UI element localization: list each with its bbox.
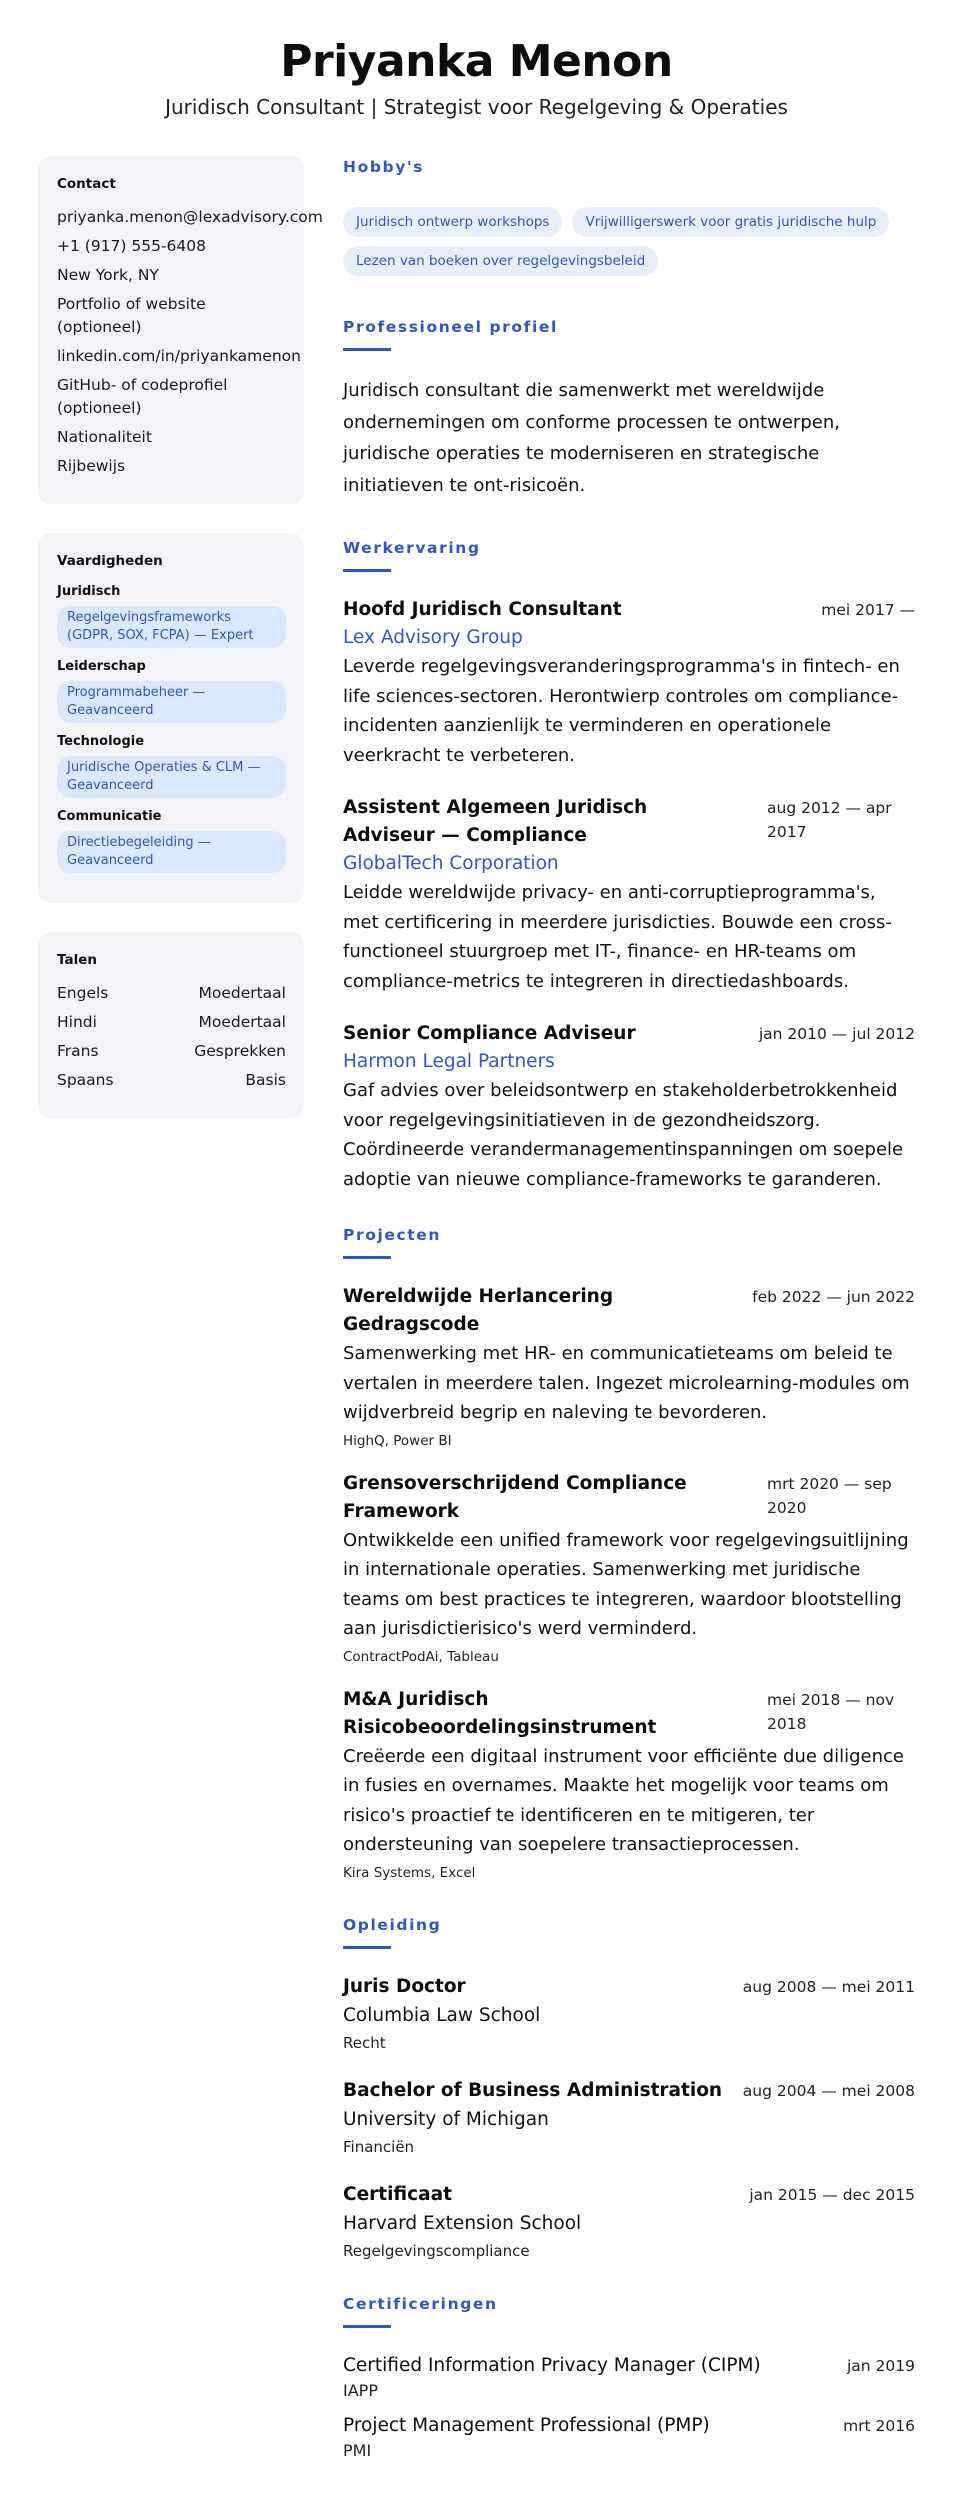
skills-title: Vaardigheden — [57, 553, 163, 569]
school-name: Columbia Law School — [343, 2004, 541, 2026]
certification-date: jan 2019 — [846, 2356, 915, 2375]
study-field: Regelgevingscompliance — [343, 2241, 530, 2260]
skill-pill: Directiebegeleiding — Geavanceerd — [57, 831, 286, 873]
project-entry — [343, 1283, 915, 1452]
skill-label: Communicatie — [57, 809, 162, 824]
experience-entry — [343, 1020, 915, 1194]
languages-title: Talen — [57, 952, 97, 968]
profile-section — [343, 316, 915, 501]
contact-location: New York, NY — [57, 266, 159, 284]
job-company: Harmon Legal Partners — [343, 1051, 555, 1072]
section-divider — [343, 188, 391, 191]
profile-text: Juridisch consultant die samenwerkt met wereldwijde ondernemingen om conforme processen te ontwerpen, juridische operaties te moderniseren en strategische initiatieven te ont-risicoën. — [343, 380, 840, 496]
resume-header — [0, 0, 953, 156]
certifications-section — [343, 2293, 915, 2462]
contact-license: Rijbewijs — [57, 457, 126, 475]
language-level: Moedertaal — [198, 1013, 286, 1031]
section-title: Werkervaring — [343, 539, 481, 557]
hobby-chip: Juridisch ontwerp workshops — [343, 207, 562, 237]
certification-name: Project Management Professional (PMP) — [343, 2414, 710, 2436]
project-tools: ContractPodAi, Tableau — [343, 1648, 499, 1665]
skills-card — [38, 533, 304, 903]
section-title: Hobby's — [343, 158, 425, 176]
certification-issuer: IAPP — [343, 2380, 378, 2400]
language-name: Spaans — [57, 1071, 114, 1089]
project-name: M&A Juridisch Risicobeoordelingsinstrument — [343, 1688, 657, 1738]
language-name: Frans — [57, 1042, 99, 1060]
job-date: jan 2010 — jul 2012 — [758, 1025, 915, 1043]
certification-entry — [343, 2412, 915, 2462]
certification-date: mrt 2016 — [843, 2416, 915, 2435]
job-description: Leverde regelgevingsveranderingsprogramma's in fintech- en life sciences-sectoren. Herontwierp controles om compliance-incidenten aanzienlijk te verminderen en operationele veerkracht te verbeteren. — [343, 656, 900, 766]
project-name: Wereldwijde Herlancering Gedragscode — [343, 1286, 614, 1335]
language-row — [57, 982, 286, 1004]
section-title: Opleiding — [343, 1915, 442, 1934]
skill-label: Leiderschap — [57, 659, 146, 674]
language-name: Hindi — [57, 1013, 97, 1031]
project-description: Samenwerking met HR- en communicatieteams om beleid te vertalen in meerdere talen. Ingezet microlearning-modules om wijdverbreid begrip en naleving te bevorderen. — [343, 1343, 910, 1423]
skill-pill: Juridische Operaties & CLM — Geavanceerd — [57, 756, 286, 798]
sidebar — [38, 156, 323, 1147]
school-name: University of Michigan — [343, 2108, 549, 2130]
education-entry — [343, 2181, 915, 2263]
candidate-name: Priyanka Menon — [280, 36, 673, 87]
hobby-chips — [343, 207, 915, 276]
section-divider — [343, 1256, 391, 1259]
language-name: Engels — [57, 984, 109, 1002]
certification-name: Certified Information Privacy Manager (CIPM) — [343, 2354, 761, 2376]
language-row — [57, 1011, 286, 1033]
section-title: Professioneel profiel — [343, 318, 558, 336]
project-date: mei 2018 — nov 2018 — [767, 1690, 895, 1733]
project-tools: Kira Systems, Excel — [343, 1864, 476, 1881]
degree-name: Juris Doctor — [343, 1975, 466, 1997]
section-title: Certificeringen — [343, 2294, 498, 2313]
language-row — [57, 1040, 286, 1062]
languages-card — [38, 932, 304, 1118]
experience-entry — [343, 596, 915, 770]
candidate-tagline: Juridisch Consultant | Strategist voor Regelgeving & Operaties — [165, 95, 788, 119]
project-entry — [343, 1470, 915, 1668]
skill-group — [57, 808, 286, 873]
skill-group — [57, 658, 286, 723]
skill-group — [57, 733, 286, 798]
degree-name: Certificaat — [343, 2183, 452, 2205]
job-title: Hoofd Juridisch Consultant — [343, 599, 622, 620]
experience-section — [343, 537, 915, 1194]
project-tools: HighQ, Power BI — [343, 1432, 452, 1449]
education-date: aug 2008 — mei 2011 — [742, 1977, 915, 1996]
contact-title: Contact — [57, 176, 116, 192]
job-company: Lex Advisory Group — [343, 627, 523, 648]
job-title: Senior Compliance Adviseur — [343, 1023, 636, 1044]
job-description: Leidde wereldwijde privacy- en anti-corruptieprogramma's, met certificering in meerdere jurisdicties. Bouwde een cross-functioneel stuurgroep met IT-, finance- en HR-teams om compliance-metrics te integreren in directiedashboards. — [343, 882, 892, 992]
education-date: aug 2004 — mei 2008 — [742, 2081, 915, 2100]
contact-card — [38, 156, 323, 504]
study-field: Financiën — [343, 2137, 415, 2156]
section-divider — [343, 1946, 391, 1949]
skill-pill: Programmabeheer — Geavanceerd — [57, 681, 286, 723]
job-title: Assistent Algemeen Juridisch Adviseur — Compliance — [343, 797, 648, 846]
project-description: Ontwikkelde een unified framework voor regelgevingsuitlijning in internationale operaties. Samenwerking met juridische teams om best practices te integreren, waardoor blootstelling aan jurisdictierisico's werd verminderd. — [343, 1529, 909, 1639]
education-entry — [343, 2077, 915, 2159]
skill-label: Juridisch — [57, 584, 121, 599]
job-date: mei 2017 — — [821, 601, 915, 619]
main-column — [343, 156, 915, 2498]
experience-entry — [343, 794, 915, 996]
skill-pill: Regelgevingsframeworks (GDPR, SOX, FCPA) — Expert — [57, 606, 286, 648]
projects-section — [343, 1224, 915, 1884]
school-name: Harvard Extension School — [343, 2212, 582, 2234]
project-date: mrt 2020 — sep 2020 — [767, 1474, 892, 1517]
language-row — [57, 1069, 286, 1091]
degree-name: Bachelor of Business Administration — [343, 2079, 723, 2101]
certification-entry — [343, 2352, 915, 2402]
skill-group — [57, 583, 286, 648]
education-section — [343, 1914, 915, 2263]
job-description: Gaf advies over beleidsontwerp en stakeholderbetrokkenheid voor regelgevingsinitiatieven in de gezondheidszorg. Coördineerde verandermanagementinspanningen om soepele adoptie van nieuwe compliance-frameworks te garanderen. — [343, 1080, 904, 1190]
project-name: Grensoverschrijdend Compliance Framework — [343, 1472, 687, 1522]
hobbies-section — [343, 156, 915, 276]
education-entry — [343, 1973, 915, 2055]
contact-linkedin[interactable]: linkedin.com/in/priyankamenon — [57, 347, 301, 365]
hobby-chip: Lezen van boeken over regelgevingsbeleid — [343, 246, 658, 276]
job-date: aug 2012 — apr 2017 — [767, 799, 892, 841]
study-field: Recht — [343, 2033, 386, 2052]
section-title: Projecten — [343, 1226, 442, 1244]
skill-label: Technologie — [57, 734, 145, 749]
language-level: Gesprekken — [194, 1042, 286, 1060]
section-divider — [343, 2325, 391, 2328]
project-date: feb 2022 — jun 2022 — [752, 1288, 915, 1306]
section-divider — [343, 348, 391, 351]
job-company: GlobalTech Corporation — [343, 853, 559, 874]
contact-github[interactable]: GitHub- of codeprofiel (optioneel) — [57, 376, 228, 417]
project-description: Creëerde een digitaal instrument voor efficiënte due diligence in fusies en overnames. Maakte het mogelijk voor teams om risico's proactief te identificeren en te mitigeren, ter ondersteuning van soepelere transactieprocessen. — [343, 1745, 904, 1855]
contact-portfolio[interactable]: Portfolio of website (optioneel) — [57, 295, 206, 336]
section-divider — [343, 569, 391, 572]
language-level: Moedertaal — [198, 984, 286, 1002]
contact-phone[interactable]: +1 (917) 555-6408 — [57, 237, 207, 255]
education-date: jan 2015 — dec 2015 — [749, 2185, 915, 2204]
language-level: Basis — [245, 1071, 286, 1089]
contact-email[interactable]: priyanka.menon@lexadvisory.com — [57, 208, 323, 226]
contact-nationality: Nationaliteit — [57, 428, 152, 446]
certification-issuer: PMI — [343, 2440, 372, 2460]
project-entry — [343, 1686, 915, 1884]
hobby-chip: Vrijwilligerswerk voor gratis juridische hulp — [572, 207, 889, 237]
